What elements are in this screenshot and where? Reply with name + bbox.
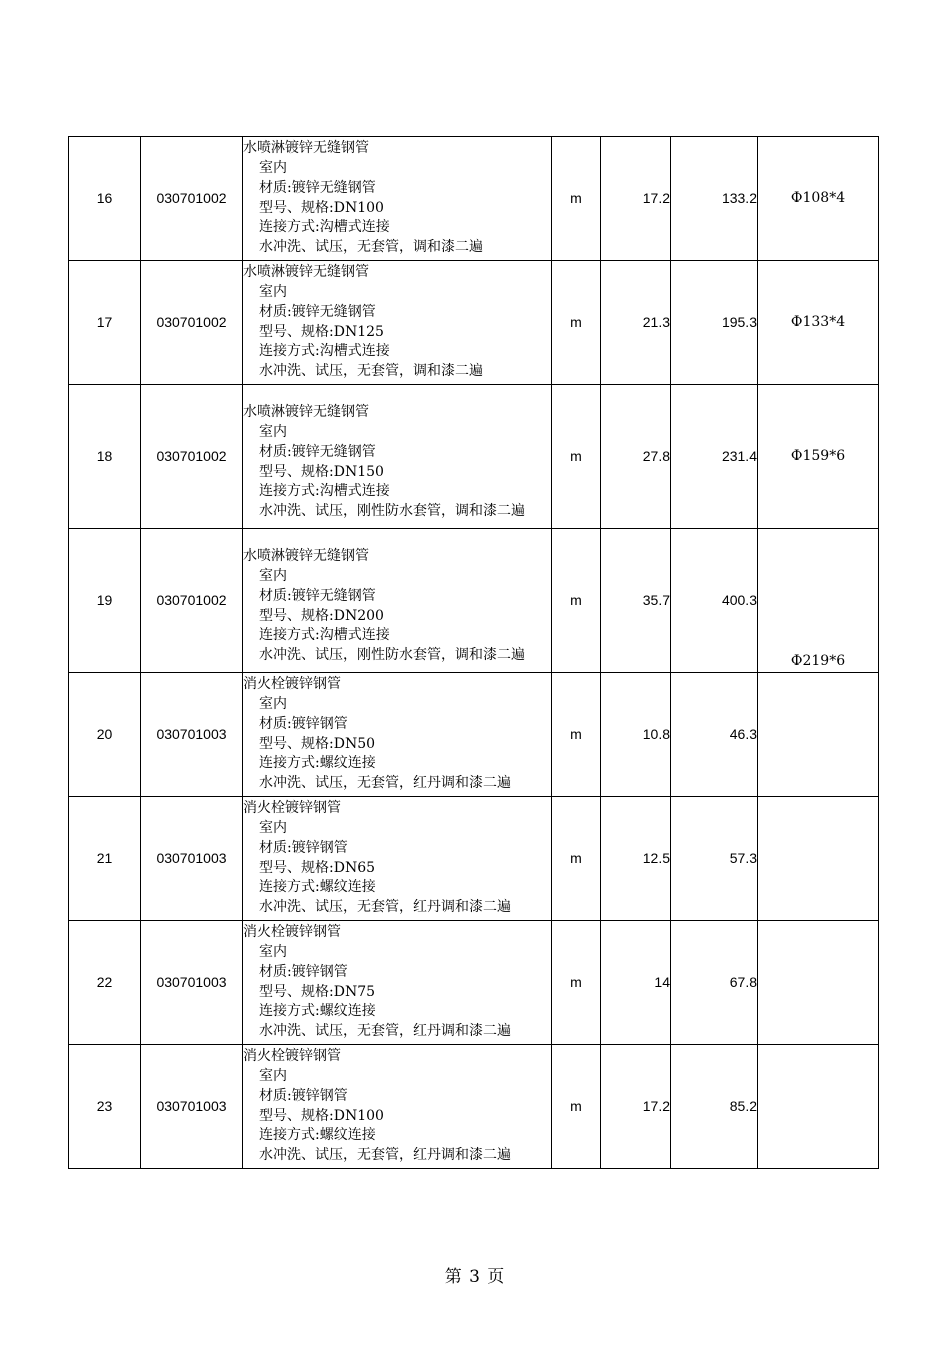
item-amount: 46.3 — [671, 673, 758, 797]
item-number: 22 — [69, 921, 141, 1045]
desc-material: 材质:镀锌无缝钢管 — [259, 303, 376, 320]
desc-location: 室内 — [259, 423, 287, 440]
desc-location: 室内 — [259, 943, 287, 960]
desc-work: 水冲洗、试压，刚性防水套管，调和漆二遍 — [259, 503, 525, 520]
table-row — [69, 797, 879, 921]
desc-material: 材质:镀锌无缝钢管 — [259, 179, 376, 196]
item-unit: m — [552, 673, 601, 797]
item-unit: m — [552, 921, 601, 1045]
item-description — [243, 921, 552, 1045]
desc-title: 消火栓镀锌钢管 — [243, 676, 341, 693]
desc-title: 水喷淋镀锌无缝钢管 — [243, 548, 369, 565]
item-number: 21 — [69, 797, 141, 921]
desc-material: 材质:镀锌钢管 — [259, 839, 348, 856]
desc-work: 水冲洗、试压，刚性防水套管，调和漆二遍 — [259, 647, 525, 664]
desc-material: 材质:镀锌钢管 — [259, 715, 348, 732]
item-remark: Ф133*4 — [758, 261, 879, 385]
desc-material: 材质:镀锌无缝钢管 — [259, 587, 376, 604]
item-quantity: 17.2 — [601, 1045, 671, 1169]
desc-title: 消火栓镀锌钢管 — [243, 924, 341, 941]
item-code: 030701003 — [141, 1045, 243, 1169]
desc-work: 水冲洗、试压，无套管，红丹调和漆二遍 — [259, 1023, 511, 1040]
item-amount: 67.8 — [671, 921, 758, 1045]
item-code: 030701002 — [141, 137, 243, 261]
desc-spec: 型号、规格:DN200 — [259, 607, 384, 624]
item-number: 16 — [69, 137, 141, 261]
table-row — [69, 261, 879, 385]
table-row — [69, 1045, 879, 1169]
item-unit: m — [552, 1045, 601, 1169]
desc-work: 水冲洗、试压，无套管，调和漆二遍 — [259, 239, 483, 256]
item-remark — [758, 673, 879, 797]
item-code: 030701003 — [141, 921, 243, 1045]
item-code: 030701003 — [141, 797, 243, 921]
desc-spec: 型号、规格:DN75 — [259, 983, 376, 1000]
item-description — [243, 261, 552, 385]
item-quantity: 17.2 — [601, 137, 671, 261]
item-code: 030701002 — [141, 261, 243, 385]
page-number: 第 3 页 — [444, 1267, 506, 1287]
desc-connection: 连接方式:螺纹连接 — [259, 1003, 376, 1020]
desc-connection: 连接方式:沟槽式连接 — [259, 627, 390, 644]
item-amount: 57.3 — [671, 797, 758, 921]
desc-title: 水喷淋镀锌无缝钢管 — [243, 264, 369, 281]
item-remark — [758, 921, 879, 1045]
desc-spec: 型号、规格:DN50 — [259, 735, 376, 752]
desc-work: 水冲洗、试压，无套管，红丹调和漆二遍 — [259, 899, 511, 916]
item-unit: m — [552, 529, 601, 673]
item-amount: 195.3 — [671, 261, 758, 385]
desc-title: 水喷淋镀锌无缝钢管 — [243, 140, 369, 157]
desc-connection: 连接方式:螺纹连接 — [259, 755, 376, 772]
desc-connection: 连接方式:沟槽式连接 — [259, 219, 390, 236]
desc-location: 室内 — [259, 159, 287, 176]
item-remark: Ф159*6 — [758, 385, 879, 529]
table-row — [69, 529, 879, 673]
item-number: 18 — [69, 385, 141, 529]
item-remark — [758, 1045, 879, 1169]
desc-title: 消火栓镀锌钢管 — [243, 800, 341, 817]
item-number: 19 — [69, 529, 141, 673]
desc-material: 材质:镀锌钢管 — [259, 963, 348, 980]
item-number: 17 — [69, 261, 141, 385]
desc-title: 消火栓镀锌钢管 — [243, 1048, 341, 1065]
item-quantity: 27.8 — [601, 385, 671, 529]
desc-connection: 连接方式:螺纹连接 — [259, 1127, 376, 1144]
desc-location: 室内 — [259, 283, 287, 300]
item-unit: m — [552, 797, 601, 921]
desc-work: 水冲洗、试压，无套管，红丹调和漆二遍 — [259, 775, 511, 792]
item-description — [243, 797, 552, 921]
item-quantity: 10.8 — [601, 673, 671, 797]
table-row — [69, 385, 879, 529]
table-row — [69, 673, 879, 797]
desc-spec: 型号、规格:DN100 — [259, 199, 384, 216]
item-quantity: 14 — [601, 921, 671, 1045]
item-unit: m — [552, 385, 601, 529]
table-row — [69, 137, 879, 261]
desc-connection: 连接方式:沟槽式连接 — [259, 343, 390, 360]
bill-of-quantities-table — [68, 136, 879, 1169]
item-remark: Ф219*6 — [758, 529, 879, 673]
desc-work: 水冲洗、试压，无套管，调和漆二遍 — [259, 363, 483, 380]
item-description — [243, 137, 552, 261]
desc-spec: 型号、规格:DN125 — [259, 323, 384, 340]
desc-title: 水喷淋镀锌无缝钢管 — [243, 404, 369, 421]
item-quantity: 12.5 — [601, 797, 671, 921]
item-code: 030701002 — [141, 529, 243, 673]
desc-location: 室内 — [259, 1067, 287, 1084]
desc-spec: 型号、规格:DN100 — [259, 1107, 384, 1124]
item-description — [243, 529, 552, 673]
item-unit: m — [552, 261, 601, 385]
item-unit: m — [552, 137, 601, 261]
desc-connection: 连接方式:螺纹连接 — [259, 879, 376, 896]
item-quantity: 21.3 — [601, 261, 671, 385]
item-description — [243, 385, 552, 529]
item-number: 20 — [69, 673, 141, 797]
item-remark — [758, 797, 879, 921]
item-description — [243, 1045, 552, 1169]
item-remark: Ф108*4 — [758, 137, 879, 261]
desc-spec: 型号、规格:DN150 — [259, 463, 384, 480]
item-code: 030701002 — [141, 385, 243, 529]
item-amount: 400.3 — [671, 529, 758, 673]
item-description — [243, 673, 552, 797]
item-amount: 85.2 — [671, 1045, 758, 1169]
table-row — [69, 921, 879, 1045]
desc-location: 室内 — [259, 567, 287, 584]
desc-location: 室内 — [259, 819, 287, 836]
item-amount: 133.2 — [671, 137, 758, 261]
desc-work: 水冲洗、试压，无套管，红丹调和漆二遍 — [259, 1147, 511, 1164]
desc-location: 室内 — [259, 695, 287, 712]
desc-material: 材质:镀锌钢管 — [259, 1087, 348, 1104]
desc-spec: 型号、规格:DN65 — [259, 859, 376, 876]
item-amount: 231.4 — [671, 385, 758, 529]
item-quantity: 35.7 — [601, 529, 671, 673]
desc-material: 材质:镀锌无缝钢管 — [259, 443, 376, 460]
item-code: 030701003 — [141, 673, 243, 797]
desc-connection: 连接方式:沟槽式连接 — [259, 483, 390, 500]
item-number: 23 — [69, 1045, 141, 1169]
